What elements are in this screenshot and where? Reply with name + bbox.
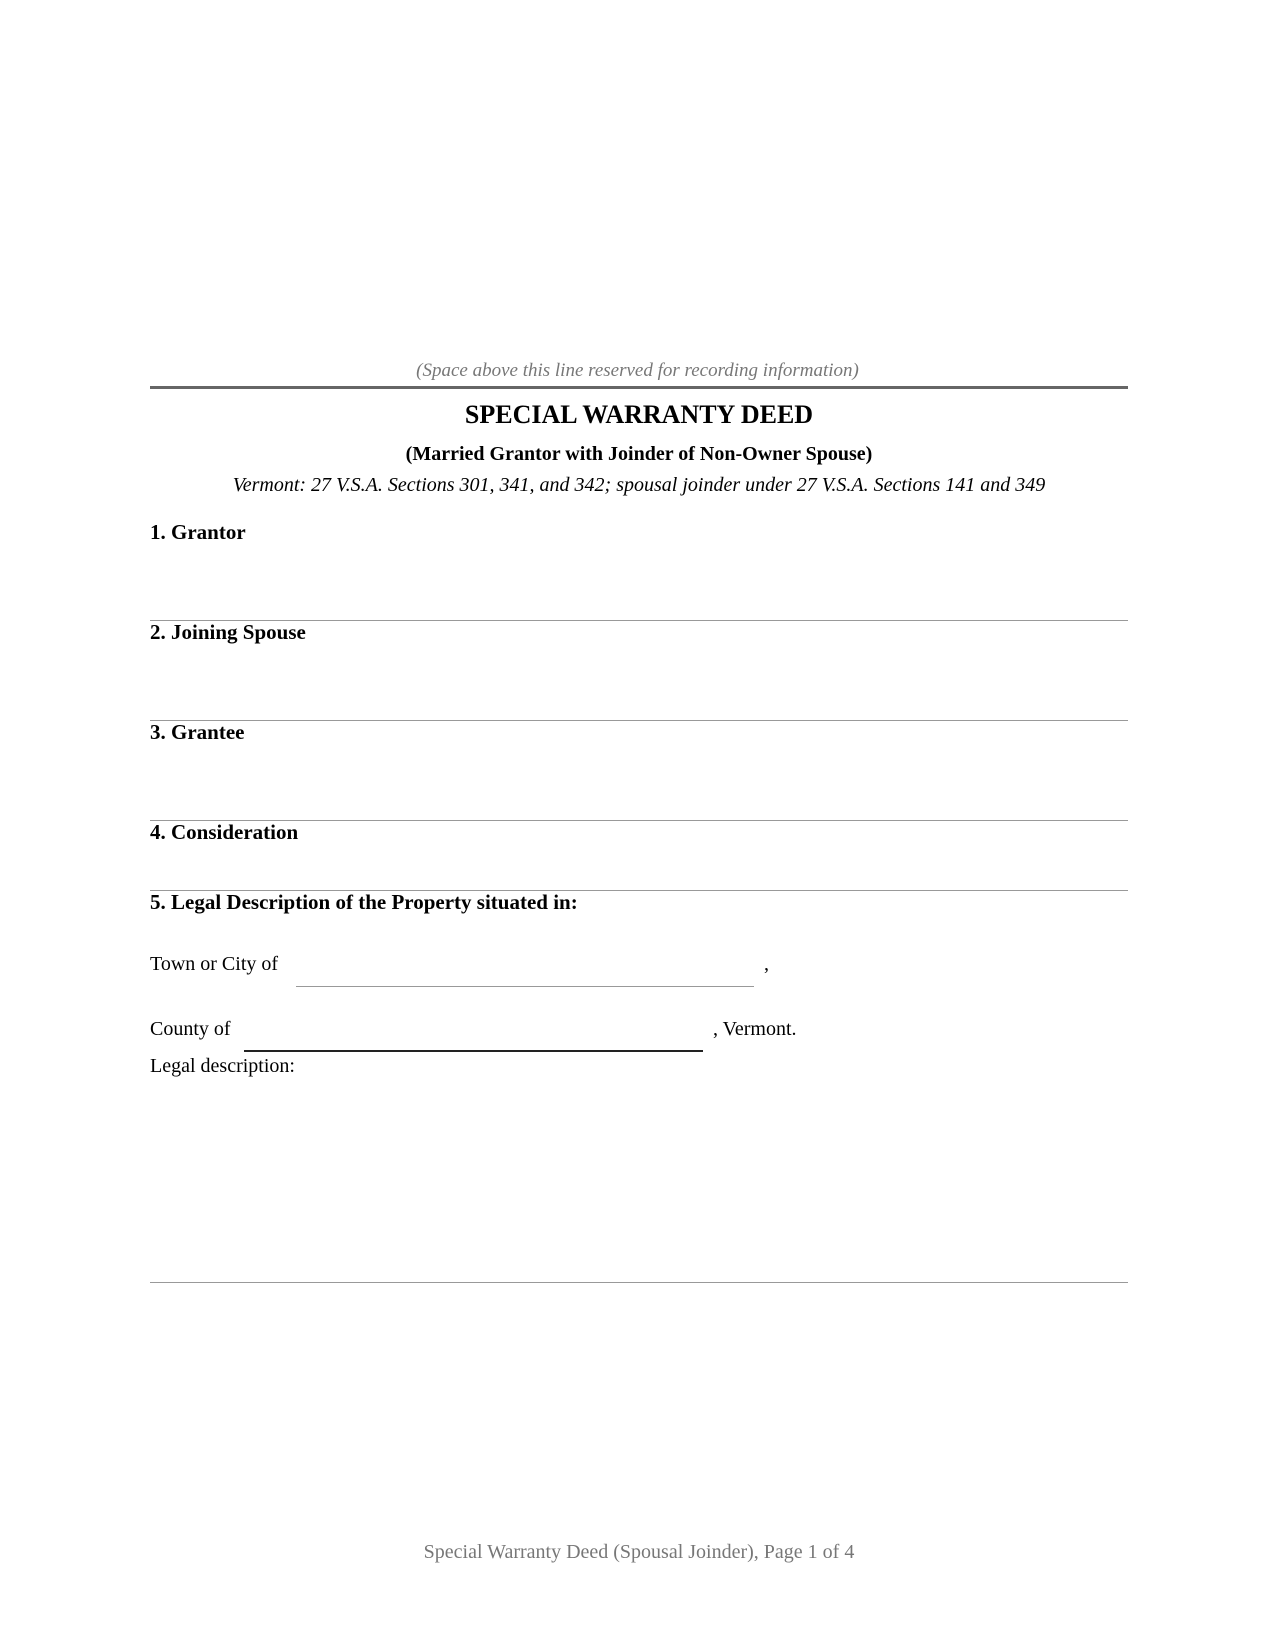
section-consideration-heading: 4. Consideration [150,820,299,844]
county-label: County of [150,1018,231,1040]
joining-spouse-field-line[interactable] [150,720,1128,721]
section-grantee-heading: 3. Grantee [150,720,245,744]
county-blank-field[interactable] [244,1050,703,1052]
section-joining-spouse-heading: 2. Joining Spouse [150,620,306,644]
county-suffix: , Vermont. [713,1018,797,1040]
section-grantor-heading: 1. Grantor [150,520,246,544]
legal-description-label: Legal description: [150,1055,295,1077]
town-blank-field[interactable] [296,986,754,987]
town-suffix: , [764,953,769,975]
recording-divider [150,386,1128,389]
section-property-heading: 5. Legal Description of the Property situated in: [150,890,578,914]
town-label: Town or City of [150,953,279,975]
legal-description-field-line[interactable] [150,1282,1128,1283]
document-title: SPECIAL WARRANTY DEED [464,400,814,429]
statute-citation: Vermont: 27 V.S.A. Sections 301, 341, and 342; spousal joinder under 27 V.S.A. Sections 141 and 349 [232,474,1046,496]
page-footer: Special Warranty Deed (Spousal Joinder), Page 1 of 4 [423,1541,855,1563]
recording-reserved-note: (Space above this line reserved for recording information) [416,360,859,381]
document-subtitle: (Married Grantor with Joinder of Non-Owner Spouse) [405,443,873,465]
